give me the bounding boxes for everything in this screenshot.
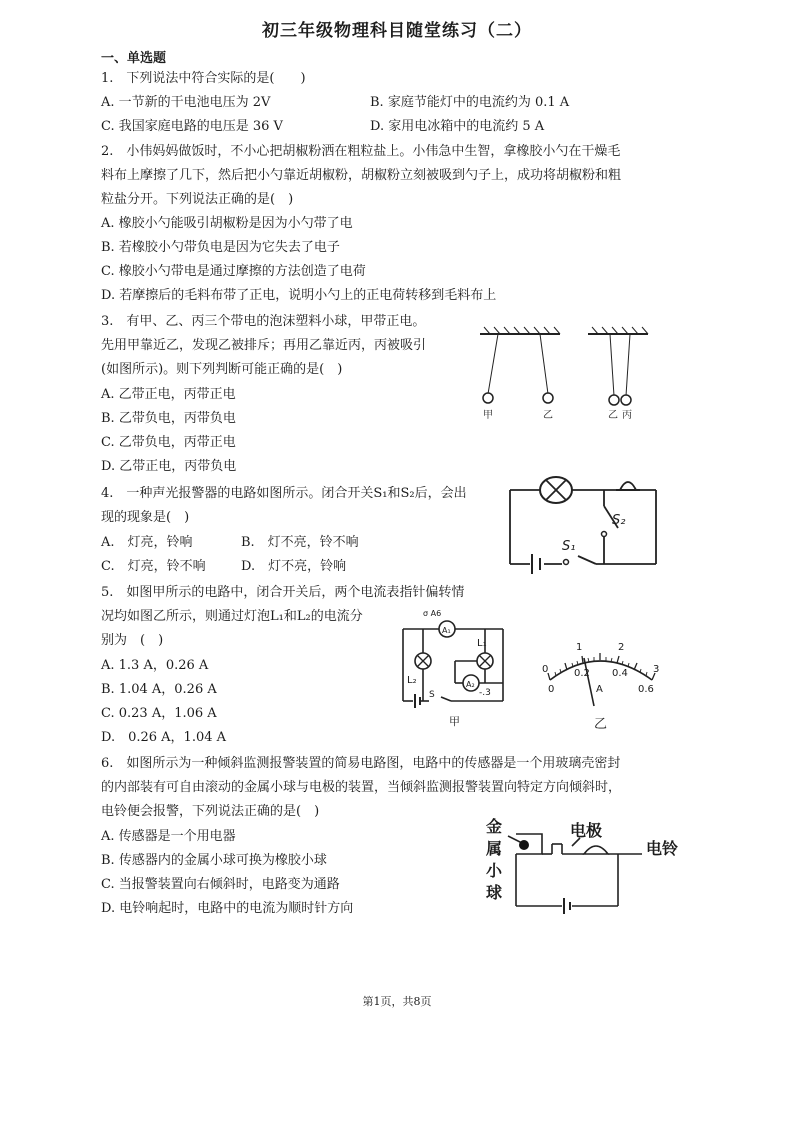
tick-top-0: 0 [542,664,549,675]
ball-yi-2 [609,395,619,405]
tick-bottom-2: 0.4 [612,668,628,679]
top-annotation: σ A6 [423,609,442,618]
q5-stem-line3: 别为 ( ) [101,633,164,648]
bell-icon [584,846,608,854]
label-jia: 甲 [483,410,493,421]
q2-stem-line1: 2. 小伟妈妈做饭时，不小心把胡椒粉洒在粗粒盐上。小伟急中生智，拿橡胶小勺在干燥毛 [101,144,621,159]
tick-top-2: 2 [618,642,625,653]
q5-option-d: D. 0.26 A，1.04 A [101,730,227,745]
label-bing: 丙 [622,410,632,421]
label-qiu: 球 [486,883,503,902]
label-xiao: 小 [486,861,503,880]
ammeter-a2-label: A₂ [466,680,475,689]
q1-stem: 1. 下列说法中符合实际的是( ) [101,71,306,86]
ammeter-dial-figure [530,630,670,740]
q6-option-d: D. 电铃响起时，电路中的电流为顺时针方向 [101,901,354,916]
q3-stem-line3: (如图所示)。则下列判断可能正确的是( ) [101,362,343,377]
q1-option-a: A. 一节新的干电池电压为 2V [101,95,271,110]
section-heading: 一、单选题 [101,51,167,66]
bell-icon [620,482,636,490]
q6-stem-line2: 的内部装有可自由滚动的金属小球与电极的装置，当倾斜监测报警装置向特定方向倾斜时， [101,780,622,795]
label-l2: L₂ [407,675,417,686]
q2-stem-line3: 粒盐分开。下列说法正确的是( ) [101,192,294,207]
label-dianji: 电极 [570,821,603,840]
tick-top-3: 3 [653,664,660,675]
q6-option-b: B. 传感器内的金属小球可换为橡胶小球 [101,853,327,868]
q5-option-b: B. 1.04 A，0.26 A [101,682,217,697]
ammeter-a1-label: A₁ [442,626,451,635]
ball-bing [621,395,631,405]
q2-stem-line2: 料布上摩擦了几下，然后把小勺靠近胡椒粉，胡椒粉立刻被吸到勺子上，成功将胡椒粉和粗 [101,168,622,183]
q6-option-a: A. 传感器是一个用电器 [101,829,236,844]
q4-option-d: D. 灯不亮，铃响 [241,559,347,574]
circuit-jia-figure [395,605,520,730]
q5-stem-line1: 5. 如图甲所示的电路中，闭合开关后，两个电流表指针偏转情 [101,585,465,600]
tilt-alarm-figure [484,814,699,924]
q6-option-c: C. 当报警装置向右倾斜时，电路变为通路 [101,877,340,892]
q1-option-c: C. 我国家庭电路的电压是 36 V [101,119,283,134]
q3-option-d: D. 乙带正电，丙带负电 [101,459,237,474]
alarm-circuit-figure [500,466,665,578]
q3-stem-line1: 3. 有甲、乙、丙三个带电的泡沫塑料小球，甲带正电。 [101,314,426,329]
label-yi-2: 乙 [608,410,618,421]
pendulum-figure [470,322,670,422]
q1-option-b: B. 家庭节能灯中的电流约为 0.1 A [370,95,570,110]
label-shu: 属 [486,839,503,858]
label-jia: 甲 [449,715,460,728]
label-yi: 乙 [594,717,608,732]
q6-stem-line1: 6. 如图所示为一种倾斜监测报警装置的简易电路图，电路中的传感器是一个用玻璃壳密封 [101,756,621,771]
ball-yi [543,393,553,403]
page-title: 初三年级物理科目随堂练习（二） [262,21,532,41]
q2-option-a: A. 橡胶小勺能吸引胡椒粉是因为小勺带了电 [101,216,353,231]
meter-unit-a: A [596,684,603,695]
label-dianling: 电铃 [646,839,679,858]
q2-option-d: D. 若摩擦后的毛料布带了正电，说明小勺上的正电荷转移到毛料布上 [101,288,497,303]
metal-ball-icon [519,840,529,850]
q1-option-d: D. 家用电冰箱中的电流约 5 A [370,119,545,134]
q2-option-c: C. 橡胶小勺带电是通过摩擦的方法创造了电荷 [101,264,366,279]
switch-s2-label: S₂ [612,513,626,528]
q3-option-a: A. 乙带正电，丙带正电 [101,387,236,402]
tick-bottom-1: 0.2 [574,668,590,679]
label-l1: L₁ [477,638,487,649]
q3-option-c: C. 乙带负电，丙带正电 [101,435,236,450]
q5-stem-line2: 况均如图乙所示，则通过灯泡L₁和L₂的电流分 [101,609,363,624]
q2-option-b: B. 若橡胶小勺带负电是因为它失去了电子 [101,240,340,255]
ball-jia [483,393,493,403]
q4-option-a: A. 灯亮，铃响 [101,535,193,550]
page-footer: 第1页，共8页 [362,995,432,1008]
q4-option-c: C. 灯亮，铃不响 [101,559,206,574]
meter-needle [584,658,594,706]
q6-stem-line3: 电铃便会报警，下列说法正确的是( ) [101,804,320,819]
q4-option-b: B. 灯不亮，铃不响 [241,535,359,550]
tick-top-1: 1 [576,642,583,653]
q3-option-b: B. 乙带负电，丙带负电 [101,411,236,426]
label-jin: 金 [486,817,503,836]
tick-bottom-3: 0.6 [638,684,654,695]
q5-option-a: A. 1.3 A，0.26 A [101,658,209,673]
label-switch-s: S [429,690,435,700]
label-neg3: -.3 [479,688,491,698]
q4-stem-line2: 现的现象是( ) [101,510,190,525]
q4-stem-line1: 4. 一种声光报警器的电路如图所示。闭合开关S₁和S₂后，会出 [101,486,467,501]
tick-bottom-0: 0 [548,684,555,695]
label-yi: 乙 [543,410,553,421]
switch-s1-label: S₁ [562,539,576,554]
q3-stem-line2: 先用甲靠近乙，发现乙被排斥；再用乙靠近丙，丙被吸引 [101,338,427,353]
q5-option-c: C. 0.23 A，1.06 A [101,706,217,721]
